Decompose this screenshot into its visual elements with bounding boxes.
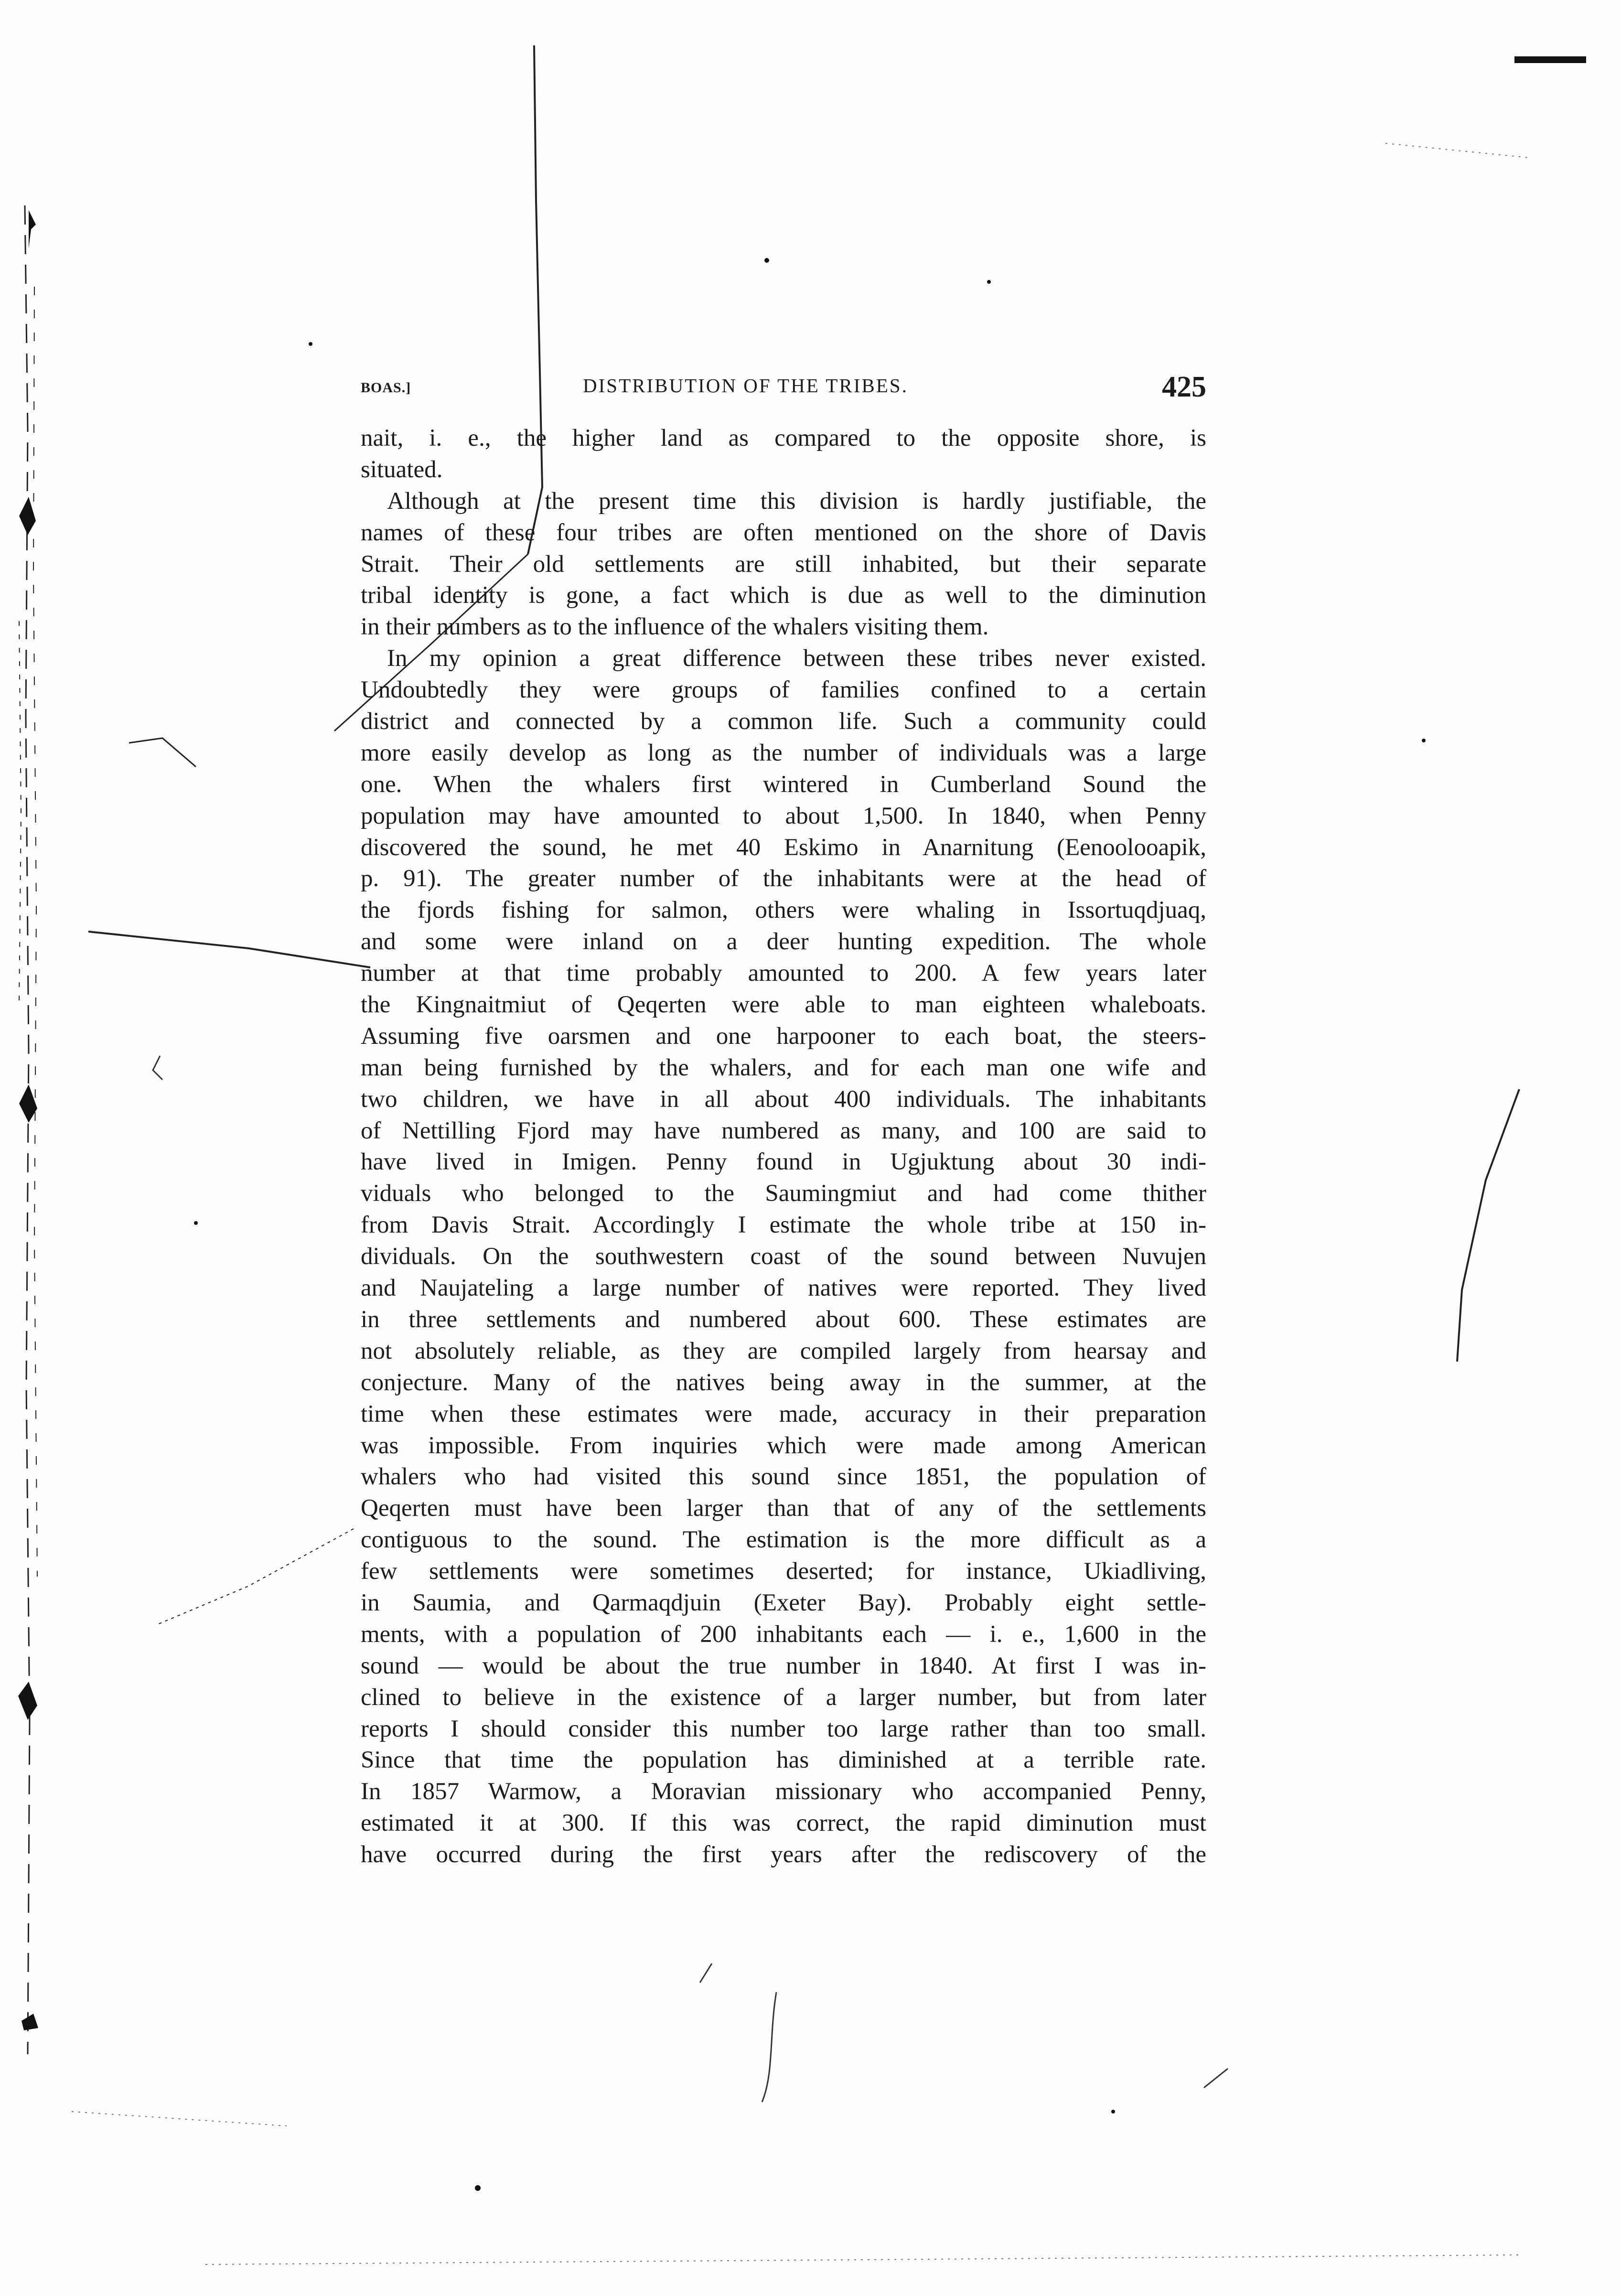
text-line: Qeqerten must have been larger than that of any of the settlements bbox=[361, 1495, 1206, 1522]
margin-glyph-3 bbox=[19, 1084, 37, 1123]
text-line: whalers who had visited this sound since 1851, the population of bbox=[361, 1463, 1206, 1491]
margin-glyph-2 bbox=[19, 497, 36, 535]
text-line: number at that time probably amounted to 200. A few years later bbox=[361, 960, 1206, 987]
text-line: In 1857 Warmow, a Moravian missionary who accompanied Penny, bbox=[361, 1778, 1206, 1805]
text-line: was impossible. From inquiries which were made among American bbox=[361, 1432, 1206, 1459]
text-line: conjecture. Many of the natives being away in the summer, at the bbox=[361, 1369, 1206, 1396]
pencil-line-lower bbox=[158, 1529, 354, 1624]
text-line: in three settlements and numbered about 600. These estimates are bbox=[361, 1306, 1206, 1333]
text-line: sound — would be about the true number in 1840. At first I was in- bbox=[361, 1652, 1206, 1679]
text-line: Since that time the population has diminished at a terrible rate. bbox=[361, 1747, 1206, 1774]
text-line: p. 91). The greater number of the inhabitants were at the head of bbox=[361, 865, 1206, 892]
text-line: Although at the present time this division is hardly justifiable, the bbox=[387, 487, 1206, 515]
text-line: In my opinion a great difference between these tribes never existed. bbox=[387, 645, 1206, 672]
pencil-line-horizontal bbox=[88, 932, 370, 967]
text-line: have occurred during the first years after the rediscovery of the bbox=[361, 1841, 1206, 1868]
text-line: reports I should consider this number too large rather than too small. bbox=[361, 1715, 1206, 1742]
margin-glyph-4 bbox=[18, 1682, 37, 1720]
text-line: Strait. Their old settlements are still inhabited, but their separate bbox=[361, 550, 1206, 578]
text-line: estimated it at 300. If this was correct, the rapid diminution must bbox=[361, 1810, 1206, 1837]
text-line: man being furnished by the whalers, and for each man one wife and bbox=[361, 1054, 1206, 1081]
text-line: from Davis Strait. Accordingly I estimate the whole tribe at 150 in- bbox=[361, 1212, 1206, 1239]
text-line: one. When the whalers first wintered in Cumberland Sound the bbox=[361, 771, 1206, 798]
text-line: population may have amounted to about 1,500. In 1840, when Penny bbox=[361, 802, 1206, 829]
text-line: situated. bbox=[361, 456, 443, 483]
text-line: two children, we have in all about 400 individuals. The inhabitants bbox=[361, 1085, 1206, 1113]
text-line: few settlements were sometimes deserted; for instance, Ukiadliving, bbox=[361, 1558, 1206, 1585]
text-line: tribal identity is gone, a fact which is due as well to the diminution bbox=[361, 582, 1206, 609]
text-line: Assuming five oarsmen and one harpooner to each boat, the steers- bbox=[361, 1022, 1206, 1050]
text-line: more easily develop as long as the number of individuals was a large bbox=[361, 739, 1206, 766]
pencil-curve-right bbox=[1457, 1089, 1519, 1362]
margin-glyph-1 bbox=[29, 210, 36, 248]
text-line: district and connected by a common life. Such a community could bbox=[361, 708, 1206, 735]
text-line: and Naujateling a large number of natives were reported. They lived bbox=[361, 1275, 1206, 1302]
text-line: in their numbers as to the influence of the whalers visiting them. bbox=[361, 613, 989, 641]
running-head bbox=[361, 370, 1206, 413]
text-line: Undoubtedly they were groups of families confined to a certain bbox=[361, 676, 1206, 704]
scan-edge-bar bbox=[1514, 56, 1586, 63]
text-line: time when these estimates were made, accuracy in their preparation bbox=[361, 1400, 1206, 1427]
text-line: of Nettilling Fjord may have numbered as many, and 100 are said to bbox=[361, 1117, 1206, 1144]
body-text bbox=[361, 423, 1206, 1871]
text-line: not absolutely reliable, as they are compiled largely from hearsay and bbox=[361, 1337, 1206, 1364]
running-head-title: DISTRIBUTION OF THE TRIBES. bbox=[583, 375, 908, 397]
text-line: the fjords fishing for salmon, others were whaling in Issortuqdjuaq, bbox=[361, 897, 1206, 924]
text-line: viduals who belonged to the Saumingmiut and had come thither bbox=[361, 1180, 1206, 1207]
text-line: and some were inland on a deer hunting expedition. The whole bbox=[361, 928, 1206, 955]
text-line: clined to believe in the existence of a larger number, but from later bbox=[361, 1684, 1206, 1711]
page-number: 425 bbox=[1162, 371, 1206, 403]
text-line: the Kingnaitmiut of Qeqerten were able to man eighteen whaleboats. bbox=[361, 991, 1206, 1019]
text-line: contiguous to the sound. The estimation is the more difficult as a bbox=[361, 1526, 1206, 1554]
text-line: have lived in Imigen. Penny found in Ugjuktung about 30 indi- bbox=[361, 1148, 1206, 1176]
text-line: ments, with a population of 200 inhabitants each — i. e., 1,600 in the bbox=[361, 1620, 1206, 1648]
margin-glyph-5 bbox=[21, 2014, 38, 2030]
pencil-mark-small bbox=[129, 738, 196, 767]
running-head-author: BOAS.] bbox=[361, 380, 411, 396]
binding-edge bbox=[25, 205, 30, 2054]
text-line: names of these four tribes are often mentioned on the shore of Davis bbox=[361, 519, 1206, 546]
text-line: dividuals. On the southwestern coast of the sound between Nuvujen bbox=[361, 1243, 1206, 1270]
text-line: in Saumia, and Qarmaqdjuin (Exeter Bay). Probably eight settle- bbox=[361, 1589, 1206, 1616]
text-line: discovered the sound, he met 40 Eskimo in Anarnitung (Eenoolooapik, bbox=[361, 834, 1206, 861]
text-line: nait, i. e., the higher land as compared to the opposite shore, is bbox=[361, 425, 1206, 451]
